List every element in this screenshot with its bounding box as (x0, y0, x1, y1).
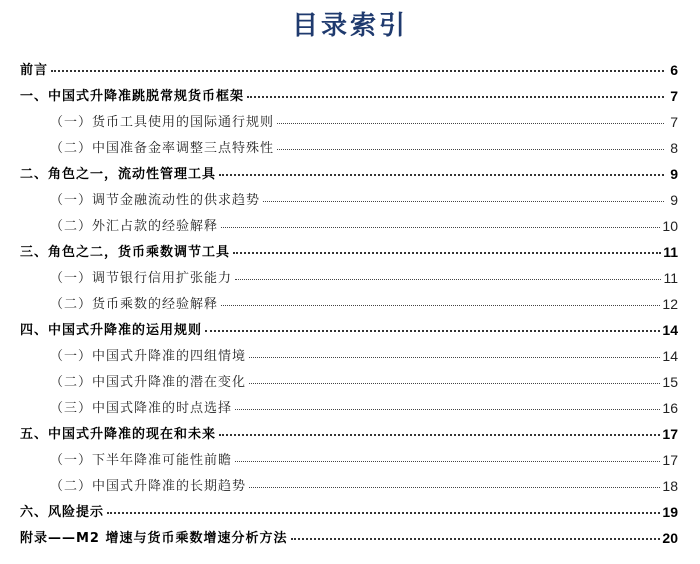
toc-page-number: 7 (670, 114, 678, 130)
toc-dot-leader (221, 227, 660, 228)
toc-chapter-entry[interactable] (20, 498, 678, 524)
toc-section-entry[interactable] (20, 186, 678, 212)
toc-entry-label: （二）中国式升降准的长期趋势 (50, 479, 247, 494)
toc-section-entry[interactable] (20, 394, 678, 420)
toc-dot-leader (263, 201, 664, 202)
toc-dot-leader (107, 512, 660, 514)
toc-entry-label: （一）调节金融流动性的供求趋势 (50, 193, 261, 208)
toc-chapter-entry[interactable] (20, 160, 678, 186)
toc-page-number: 12 (662, 296, 678, 312)
toc-dot-leader (249, 357, 660, 358)
toc-page-number: 15 (662, 374, 678, 390)
toc-page-number: 19 (662, 504, 678, 520)
toc-dot-leader (221, 305, 660, 306)
toc-chapter-entry[interactable] (20, 238, 678, 264)
toc-page-number: 14 (662, 348, 678, 364)
table-of-contents (20, 56, 678, 550)
toc-dot-leader (205, 330, 660, 332)
toc-page-number: 7 (670, 88, 678, 104)
toc-entry-label: 四、中国式升降准的运用规则 (20, 323, 203, 338)
toc-page-number: 9 (670, 192, 678, 208)
toc-entry-label: 附录——M2 增速与货币乘数增速分析方法 (20, 531, 288, 546)
toc-entry-label: （一）下半年降准可能性前瞻 (50, 453, 233, 468)
toc-dot-leader (277, 149, 664, 150)
toc-entry-label: 前言 (20, 63, 49, 78)
toc-entry-label: （一）中国式升降准的四组情境 (50, 349, 247, 364)
toc-entry-label: 六、风险提示 (20, 505, 105, 520)
toc-entry-label: （二）中国准备金率调整三点特殊性 (50, 141, 275, 156)
toc-dot-leader (219, 434, 660, 436)
toc-dot-leader (235, 279, 661, 280)
toc-entry-label: （二）货币乘数的经验解释 (50, 297, 219, 312)
toc-page-number: 11 (663, 270, 678, 286)
toc-page-number: 11 (663, 244, 678, 260)
toc-section-entry[interactable] (20, 342, 678, 368)
toc-entry-label: （二）中国式升降准的潜在变化 (50, 375, 247, 390)
toc-entry-label: 三、角色之二，货币乘数调节工具 (20, 245, 231, 260)
toc-dot-leader (235, 409, 660, 410)
toc-section-entry[interactable] (20, 212, 678, 238)
toc-page-number: 17 (662, 452, 678, 468)
toc-entry-label: （一）调节银行信用扩张能力 (50, 271, 233, 286)
toc-section-entry[interactable] (20, 290, 678, 316)
toc-page-number: 9 (670, 166, 678, 182)
toc-entry-label: 一、中国式升降准跳脱常规货币框架 (20, 89, 245, 104)
toc-entry-label: 二、角色之一，流动性管理工具 (20, 167, 217, 182)
toc-page-number: 18 (662, 478, 678, 494)
toc-page-number: 10 (662, 218, 678, 234)
toc-page-number: 20 (662, 530, 678, 546)
toc-entry-label: 五、中国式升降准的现在和未来 (20, 427, 217, 442)
toc-page-number: 17 (662, 426, 678, 442)
toc-chapter-entry[interactable] (20, 56, 678, 82)
toc-section-entry[interactable] (20, 134, 678, 160)
toc-section-entry[interactable] (20, 472, 678, 498)
toc-dot-leader (233, 252, 661, 254)
toc-chapter-entry[interactable] (20, 316, 678, 342)
toc-dot-leader (291, 538, 661, 540)
toc-dot-leader (277, 123, 664, 124)
toc-chapter-entry[interactable] (20, 82, 678, 108)
toc-dot-leader (249, 487, 660, 488)
toc-title: 目录索引 (291, 11, 408, 41)
toc-page-number: 6 (670, 62, 678, 78)
toc-entry-label: （一）货币工具使用的国际通行规则 (50, 115, 275, 130)
toc-page-number: 16 (662, 400, 678, 416)
toc-dot-leader (235, 461, 660, 462)
toc-section-entry[interactable] (20, 368, 678, 394)
toc-section-entry[interactable] (20, 108, 678, 134)
toc-entry-label: （二）外汇占款的经验解释 (50, 219, 219, 234)
toc-chapter-entry[interactable] (20, 420, 678, 446)
toc-section-entry[interactable] (20, 446, 678, 472)
toc-chapter-entry[interactable] (20, 524, 678, 550)
toc-entry-label: （三）中国式降准的时点选择 (50, 401, 233, 416)
toc-dot-leader (249, 383, 660, 384)
toc-dot-leader (51, 70, 664, 72)
toc-page-number: 14 (662, 322, 678, 338)
toc-dot-leader (247, 96, 664, 98)
toc-dot-leader (219, 174, 664, 176)
toc-page-number: 8 (670, 140, 678, 156)
toc-section-entry[interactable] (20, 264, 678, 290)
